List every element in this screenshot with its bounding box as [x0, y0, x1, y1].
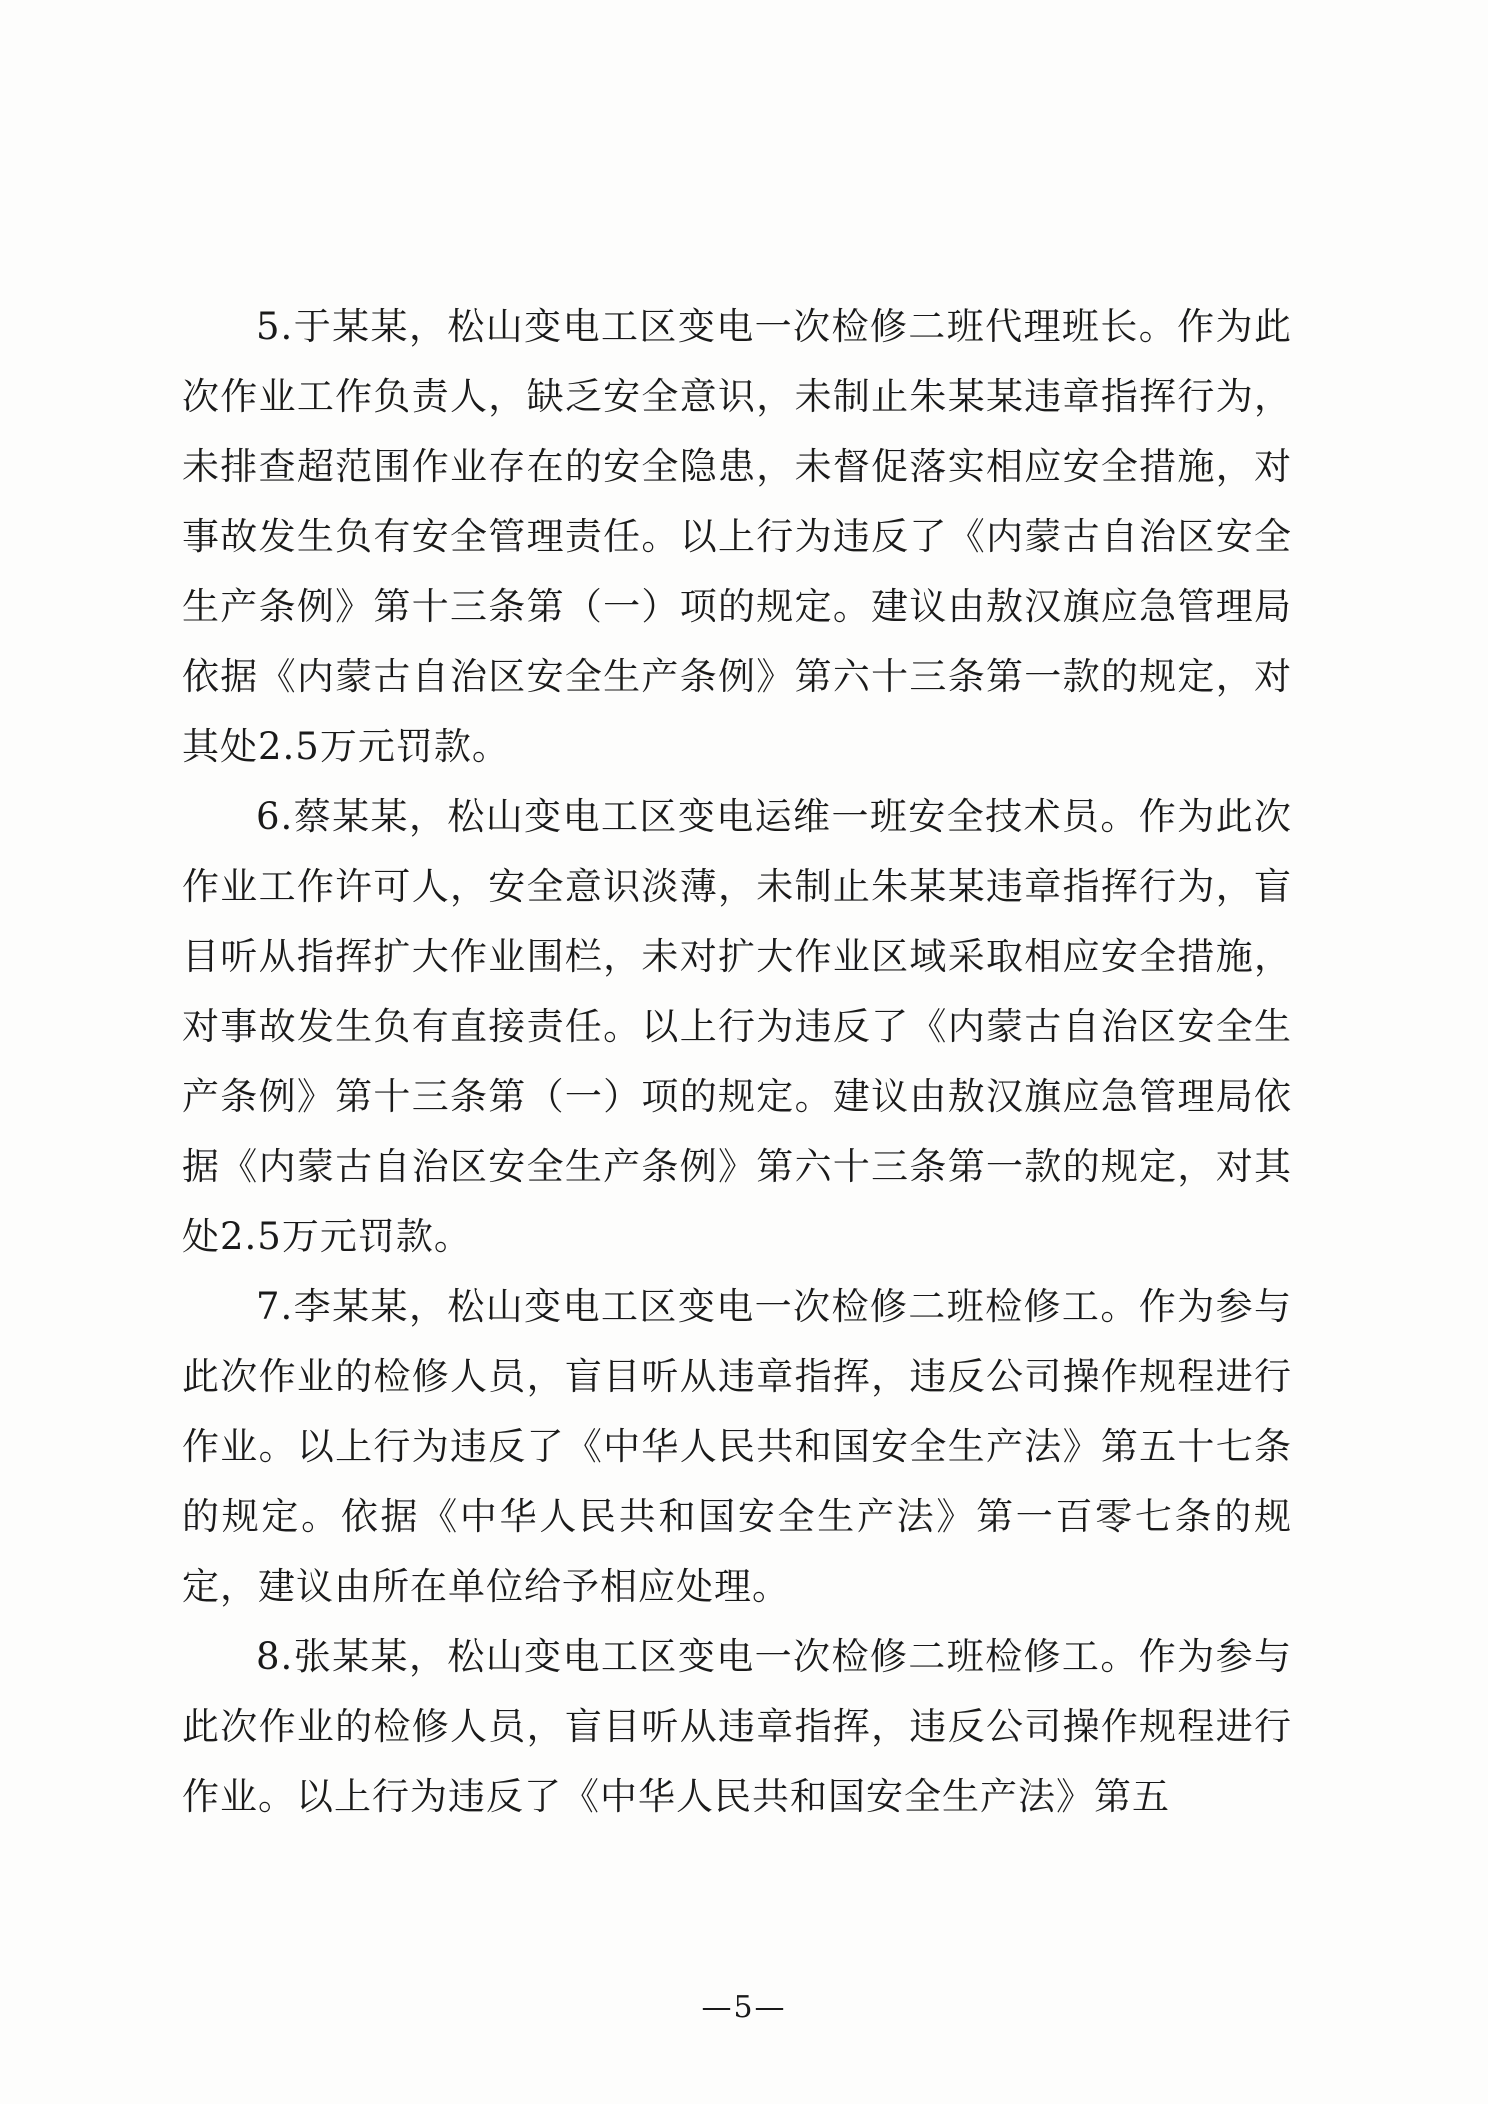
document-body	[182, 292, 1292, 1832]
paragraph-6: 6.蔡某某，松山变电工区变电运维一班安全技术员。作为此次作业工作许可人，安全意识淡薄，未制止朱某某违章指挥行为，盲目听从指挥扩大作业围栏，未对扩大作业区域采取相应安全措施，对事故发生负有直接责任。以上行为违反了《内蒙古自治区安全生产条例》第十三条第（一）项的规定。建议由敖汉旗应急管理局依据《内蒙古自治区安全生产条例》第六十三条第一款的规定，对其处2.5万元罚款。	[182, 795, 1292, 1258]
paragraph-5: 5.于某某，松山变电工区变电一次检修二班代理班长。作为此次作业工作负责人，缺乏安全意识，未制止朱某某违章指挥行为，未排查超范围作业存在的安全隐患，未督促落实相应安全措施，对事故发生负有安全管理责任。以上行为违反了《内蒙古自治区安全生产条例》第十三条第（一）项的规定。建议由敖汉旗应急管理局依据《内蒙古自治区安全生产条例》第六十三条第一款的规定，对其处2.5万元罚款。	[182, 305, 1292, 768]
paragraph-8: 8.张某某，松山变电工区变电一次检修二班检修工。作为参与此次作业的检修人员，盲目听从违章指挥，违反公司操作规程进行作业。以上行为违反了《中华人民共和国安全生产法》第五	[182, 1635, 1292, 1818]
paragraph-7: 7.李某某，松山变电工区变电一次检修二班检修工。作为参与此次作业的检修人员，盲目听从违章指挥，违反公司操作规程进行作业。以上行为违反了《中华人民共和国安全生产法》第五十七条的规定。依据《中华人民共和国安全生产法》第一百零七条的规定，建议由所在单位给予相应处理。	[182, 1285, 1292, 1608]
page-number: —5—	[701, 1990, 787, 2025]
